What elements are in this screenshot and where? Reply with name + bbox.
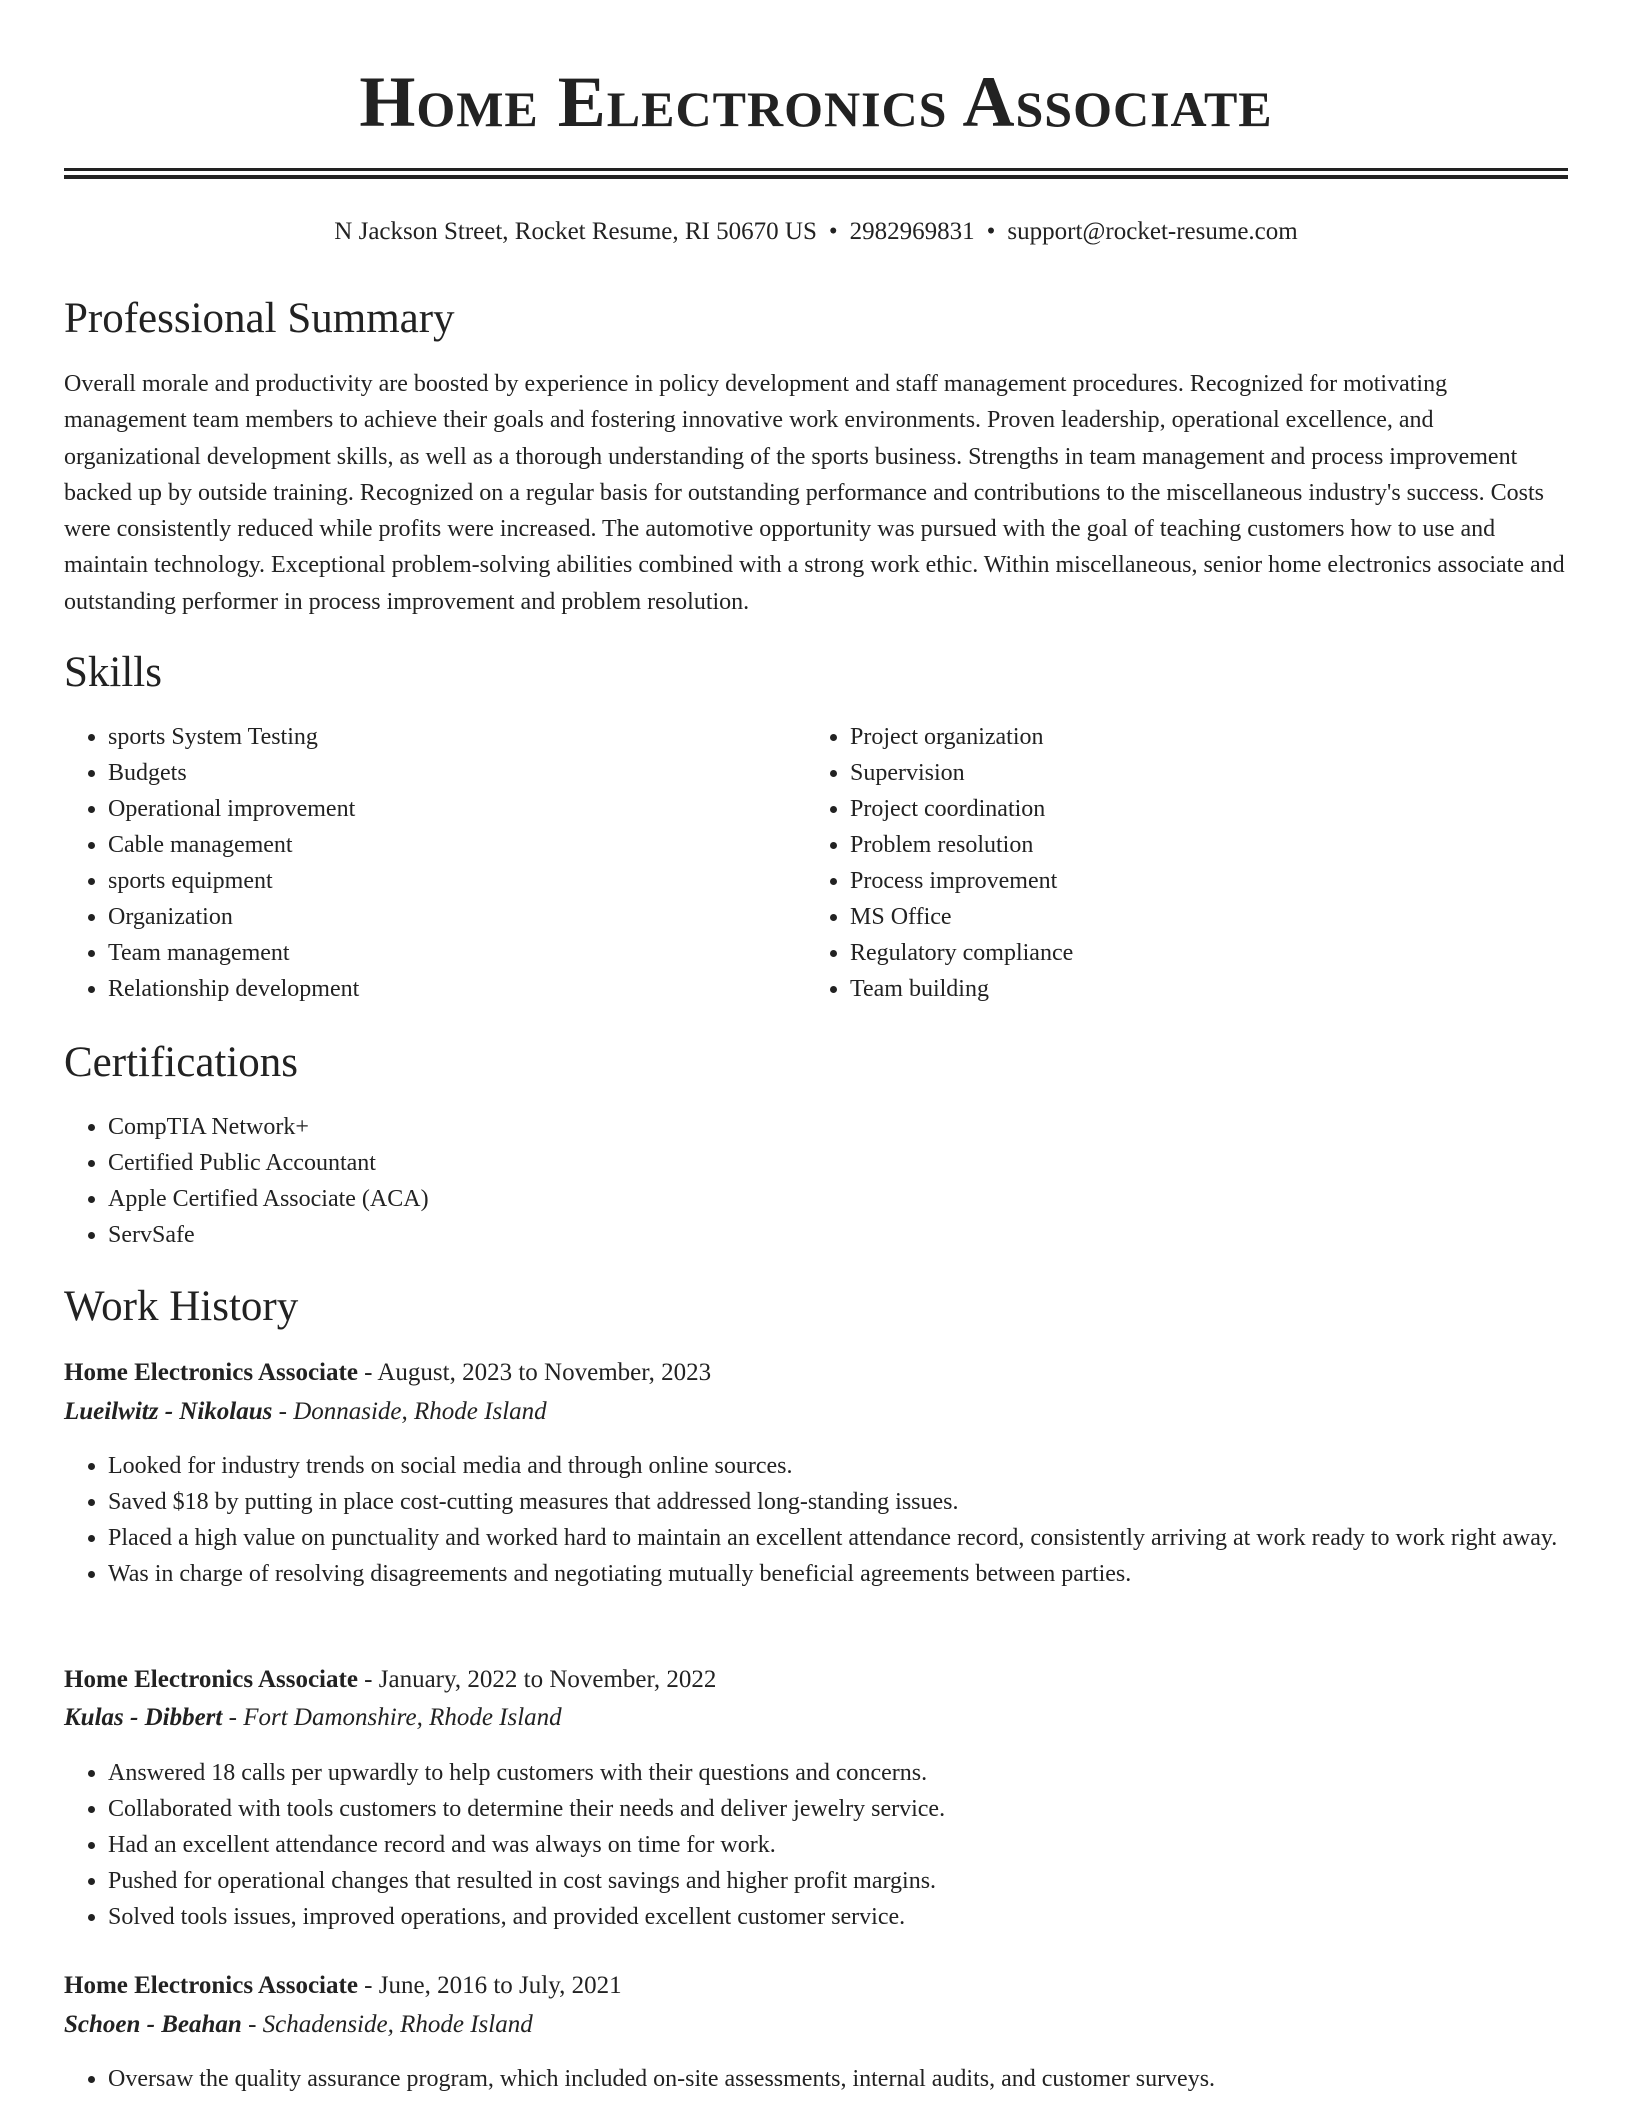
certification-item: • Apple Certified Associate (ACA) [108,1181,1568,1217]
job-bullets [64,1755,1568,1935]
contact-address: N Jackson Street, Rocket Resume, RI 50670 US [334,218,817,245]
job-title-line [64,1354,1568,1392]
skill-item: • Problem resolution [850,827,1550,863]
job-company: Lueilwitz - Nikolaus [64,1398,273,1425]
skills-heading: Skills [64,649,162,696]
skill-item: • MS Office [850,899,1550,935]
job-company-line [64,1699,1568,1737]
job-title-line [64,1661,1568,1699]
contact-phone: 2982969831 [849,218,975,245]
job-bullet: • Answered 18 calls per upwardly to help customers with their questions and concerns. [108,1755,1568,1791]
certification-item: • CompTIA Network+ [108,1109,1568,1145]
job-company: Kulas - Dibbert [64,1704,223,1731]
job-location: Donnaside, Rhode Island [293,1398,547,1425]
summary-heading: Professional Summary [64,295,455,342]
job-bullet: • Was in charge of resolving disagreements and negotiating mutually beneficial agreements between parties. [108,1556,1568,1592]
certifications-list [64,1109,1568,1253]
job-location: Schadenside, Rhode Island [262,2011,533,2038]
job-title: Home Electronics Associate [64,1972,358,1999]
skill-item: • Project coordination [850,791,1550,827]
skill-item: • Relationship development [108,971,808,1007]
skill-item: • sports System Testing [108,719,808,755]
job-dates: January, 2022 to November, 2022 [378,1666,717,1693]
skills-list-left [64,719,808,1007]
skill-item: • Budgets [108,755,808,791]
skill-item: • sports equipment [108,863,808,899]
job-bullet: • Oversaw the quality assurance program, which included on-site assessments, internal audits, and customer surveys. [108,2061,1568,2097]
work-history-heading: Work History [64,1283,299,1330]
skill-item: • Organization [108,899,808,935]
certifications-heading: Certifications [64,1039,299,1086]
contact-email: support@rocket-resume.com [1007,218,1298,245]
job-dash: - [357,1972,379,1999]
certification-item: • Certified Public Accountant [108,1145,1568,1181]
job-dates: June, 2016 to July, 2021 [378,1972,622,1999]
job-title: Home Electronics Associate [64,1666,358,1693]
skills-list-right [806,719,1550,1007]
job-bullet: • Collaborated with tools customers to determine their needs and deliver jewelry service. [108,1791,1568,1827]
resume-name-title: Home Electronics Associate [359,62,1273,142]
job-bullets [64,2061,1568,2097]
job-bullet: • Had an excellent attendance record and was always on time for work. [108,1827,1568,1863]
contact-separator: • [986,218,996,245]
skill-item: • Regulatory compliance [850,935,1550,971]
job-bullet: • Solved tools issues, improved operations, and provided excellent customer service. [108,1899,1568,1935]
job-dash: - [241,2011,263,2038]
job-title-line [64,1967,1568,2005]
job-bullet: • Looked for industry trends on social media and through online sources. [108,1448,1568,1484]
header-rule-bottom [64,175,1568,179]
job-dash: - [357,1359,378,1386]
contact-line [0,214,1632,250]
job-bullet: • Pushed for operational changes that resulted in cost savings and higher profit margins. [108,1863,1568,1899]
job-dash: - [357,1666,379,1693]
contact-separator: • [828,218,838,245]
job-bullet: • Placed a high value on punctuality and worked hard to maintain an excellent attendance record, consistently arriving at work ready to work right away. [108,1520,1568,1556]
job-location: Fort Damonshire, Rhode Island [243,1704,562,1731]
skill-item: • Project organization [850,719,1550,755]
job-bullets [64,1448,1568,1592]
skill-item: • Team management [108,935,808,971]
skill-item: • Team building [850,971,1550,1007]
job-company: Schoen - Beahan [64,2011,242,2038]
header-rule-top [64,168,1568,171]
job-title: Home Electronics Associate [64,1359,358,1386]
summary-text: Overall morale and productivity are boosted by experience in policy development and staff management procedures. Recognized for motivating management team members to achieve their goals and fostering innovative work environments. Proven leadership, operational excellence, and organizational development skills, as well as a thorough understanding of the sports business. Strengths in team management and process improvement backed up by outside training. Recognized on a regular basis for outstanding performance and contributions to the miscellaneous industry's success. Costs were consistently reduced while profits were increased. The automotive opportunity was pursued with the goal of teaching customers how to use and maintain technology. Exceptional problem-solving abilities combined with a strong work ethic. Within miscellaneous, senior home electronics associate and outstanding performer in process improvement and problem resolution. [64,371,1565,615]
job-bullet: • Saved $18 by putting in place cost-cutting measures that addressed long-standing issues. [108,1484,1568,1520]
job-company-line [64,2006,1568,2044]
job-dates: August, 2023 to November, 2023 [377,1359,712,1386]
job-company-line [64,1393,1568,1431]
job-dash: - [272,1398,294,1425]
skill-item: • Process improvement [850,863,1550,899]
certification-item: • ServSafe [108,1217,1568,1253]
skill-item: • Supervision [850,755,1550,791]
skill-item: • Cable management [108,827,808,863]
job-dash: - [222,1704,244,1731]
skill-item: • Operational improvement [108,791,808,827]
